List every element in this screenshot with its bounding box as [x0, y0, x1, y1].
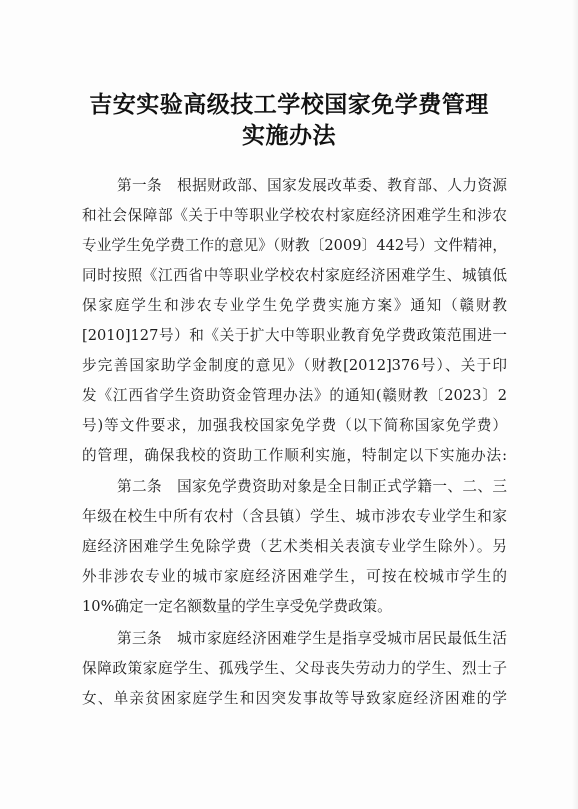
article-2-line: 外非涉农专业的城市家庭经济困难学生，可按在校城市学生的 [82, 568, 507, 585]
article-1-line: 专业学生免学费工作的意见》（财教〔2009〕442号）文件精神， [82, 237, 507, 254]
article-1-line: 号)等文件要求，加强我校国家免学费（以下简称国家免学费） [82, 417, 507, 434]
article-1-line: 步完善国家助学金制度的意见》（财教[2012]376号）、关于印 [82, 357, 507, 374]
article-3-line: 保障政策家庭学生、孤残学生、父母丧失劳动力的学生、烈士子 [82, 660, 507, 677]
document-title-line-2: 实施办法 [242, 122, 336, 149]
article-3-line: 女、单亲贫困家庭学生和因突发事故等导致家庭经济困难的学 [82, 690, 507, 707]
document-title-line-1: 吉安实验高级技工学校国家免学费管理 [89, 91, 489, 118]
article-1-line: 保家庭学生和涉农专业学生免学费实施方案》通知（赣财教 [82, 297, 507, 314]
article-2-line: 第二条 国家免学费资助对象是全日制正式学籍一、二、三 [117, 478, 507, 495]
article-1-line: 发《江西省学生资助资金管理办法》的通知(赣财教〔2023〕2 [82, 387, 507, 404]
article-1-line: 的管理，确保我校的资助工作顺利实施，特制定以下实施办法: [82, 447, 507, 464]
article-1-line: 第一条 根据财政部、国家发展改革委、教育部、人力资源 [117, 177, 507, 194]
article-2-line: 庭经济困难学生免除学费（艺术类相关表演专业学生除外）。另 [82, 538, 507, 555]
article-1-line: 和社会保障部《关于中等职业学校农村家庭经济困难学生和涉农 [82, 207, 507, 224]
article-1-line: [2010]127号）和《关于扩大中等职业教育免学费政策范围进一 [82, 327, 507, 344]
article-1-line: 同时按照《江西省中等职业学校农村家庭经济困难学生、城镇低 [82, 267, 507, 284]
article-2-line: 10%确定一定名额数量的学生享受免学费政策。 [82, 598, 392, 615]
article-3-line: 第三条 城市家庭经济困难学生是指享受城市居民最低生活 [117, 630, 507, 647]
article-2-line: 年级在校生中所有农村（含县镇）学生、城市涉农专业学生和家 [82, 508, 507, 525]
